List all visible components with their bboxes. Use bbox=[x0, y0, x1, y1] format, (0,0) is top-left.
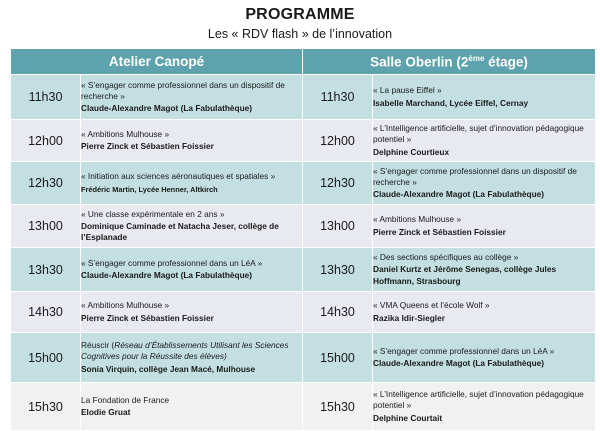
left-session bbox=[81, 383, 303, 431]
left-time: 14h30 bbox=[11, 292, 81, 333]
right-session bbox=[373, 333, 596, 383]
session-speaker: Isabelle Marchand, Lycée Eiffel, Cernay bbox=[373, 97, 529, 108]
table-row bbox=[11, 120, 596, 162]
left-session bbox=[81, 205, 303, 248]
right-session bbox=[373, 248, 596, 292]
table-row bbox=[11, 248, 596, 292]
session-speaker: Pierre Zinck et Sébastien Foissier bbox=[373, 226, 506, 237]
session-topic: La Fondation de France bbox=[81, 394, 170, 405]
left-time: 13h00 bbox=[11, 205, 81, 248]
right-session bbox=[373, 292, 596, 333]
right-time: 15h30 bbox=[303, 383, 373, 431]
table-row bbox=[11, 333, 596, 383]
table-row bbox=[11, 75, 596, 120]
left-session bbox=[81, 333, 303, 383]
left-session bbox=[81, 162, 303, 205]
session-topic: « S’engager comme professionnel dans un LéA » bbox=[373, 345, 555, 356]
session-topic bbox=[81, 340, 302, 362]
session-topic: « Initiation aux sciences aéronautiques et spatiales » bbox=[81, 171, 276, 182]
right-time: 15h00 bbox=[303, 333, 373, 383]
right-time: 13h30 bbox=[303, 248, 373, 292]
session-topic: « Ambitions Mulhouse » bbox=[81, 128, 170, 139]
session-speaker: Daniel Kurtz et Jérôme Senegas, collège Jules Hoffmann, Strasbourg bbox=[373, 264, 557, 286]
table-row bbox=[11, 292, 596, 333]
page-subtitle: Les « RDV flash » de l’innovation bbox=[207, 27, 393, 41]
left-time: 11h30 bbox=[11, 75, 81, 120]
session-topic: « VMA Queens et l’école Wolf » bbox=[373, 300, 490, 311]
right-session bbox=[373, 75, 596, 120]
session-topic: « Ambitions Mulhouse » bbox=[81, 300, 170, 311]
left-time: 15h30 bbox=[11, 383, 81, 431]
column-header-atelier-canope: Atelier Canopé bbox=[11, 49, 303, 75]
session-speaker: Pierre Zinck et Sébastien Foissier bbox=[81, 141, 214, 151]
session-topic: « Ambitions Mulhouse » bbox=[373, 214, 462, 225]
right-session bbox=[373, 205, 596, 248]
session-speaker: Delphine Courtait bbox=[373, 412, 443, 423]
session-topic: « Une classe expérimentale en 2 ans » bbox=[81, 208, 225, 219]
left-session bbox=[81, 120, 303, 162]
session-speaker: Pierre Zinck et Sébastien Foissier bbox=[81, 312, 214, 323]
right-session bbox=[373, 120, 596, 162]
left-time: 12h00 bbox=[11, 120, 81, 162]
column-header-salle-oberlin-end: étage) bbox=[484, 54, 528, 70]
left-session bbox=[81, 75, 303, 120]
session-speaker: Claude-Alexandre Magot (La Fabulathèque) bbox=[81, 270, 253, 280]
left-time: 13h30 bbox=[11, 248, 81, 292]
right-time: 12h00 bbox=[303, 120, 373, 162]
session-speaker: Razika Idir-Siegler bbox=[373, 312, 445, 323]
left-time: 15h00 bbox=[11, 333, 81, 383]
session-topic-acronym: Réseau d’Établissements Utilisant les Sciences Cognitives pour la Réussite des élèves) bbox=[81, 340, 289, 362]
session-speaker: Elodie Gruat bbox=[81, 407, 131, 417]
session-speaker: Claude-Alexandre Magot (La Fabulathèque) bbox=[373, 358, 545, 368]
session-topic: « La pause Eiffel » bbox=[373, 85, 442, 96]
session-speaker: Sonia Virquin, collège Jean Macé, Mulhouse bbox=[81, 363, 256, 374]
column-header-salle-oberlin-main: Salle Oberlin (2 bbox=[370, 54, 469, 70]
session-speaker: Delphine Courtieux bbox=[373, 146, 450, 157]
table-row bbox=[11, 205, 596, 248]
right-time: 13h00 bbox=[303, 205, 373, 248]
session-topic: « Des sections spécifiques au collège » bbox=[373, 252, 519, 263]
right-time: 14h30 bbox=[303, 292, 373, 333]
left-session bbox=[81, 292, 303, 333]
session-topic-lead: Réuscir ( bbox=[81, 340, 115, 351]
left-time: 12h30 bbox=[11, 162, 81, 205]
session-topic: « S’engager comme professionnel dans un dispositif de recherche » bbox=[81, 79, 285, 101]
session-topic: « S’engager comme professionnel dans un dispositif de recherche » bbox=[373, 165, 577, 187]
right-time: 11h30 bbox=[303, 75, 373, 120]
column-header-salle-oberlin-sup: ème bbox=[468, 53, 485, 63]
session-speaker: Claude-Alexandre Magot (La Fabulathèque) bbox=[81, 103, 253, 114]
session-speaker: Frédéric Martin, Lycée Henner, Altkirch bbox=[81, 184, 218, 194]
table-header-row bbox=[11, 49, 596, 75]
session-topic: « L’Intelligence artificielle, sujet d’innovation pédagogique potentiel » bbox=[373, 389, 584, 411]
right-time: 12h30 bbox=[303, 162, 373, 205]
page-title: PROGRAMME bbox=[245, 6, 355, 23]
table-row bbox=[11, 383, 596, 431]
right-session bbox=[373, 383, 596, 431]
session-speaker: Dominique Caminade et Natacha Jeser, collège de l’Esplanade bbox=[81, 220, 279, 243]
left-session bbox=[81, 248, 303, 292]
session-speaker: Claude-Alexandre Magot (La Fabulathèque) bbox=[373, 189, 545, 200]
programme-table bbox=[10, 48, 596, 431]
session-topic: « L’Intelligence artificielle, sujet d’innovation pédagogique potentiel » bbox=[373, 123, 584, 145]
table-row bbox=[11, 162, 596, 205]
session-topic: « S’engager comme professionnel dans un LéA » bbox=[81, 257, 263, 268]
column-header-salle-oberlin bbox=[303, 49, 596, 75]
right-session bbox=[373, 162, 596, 205]
